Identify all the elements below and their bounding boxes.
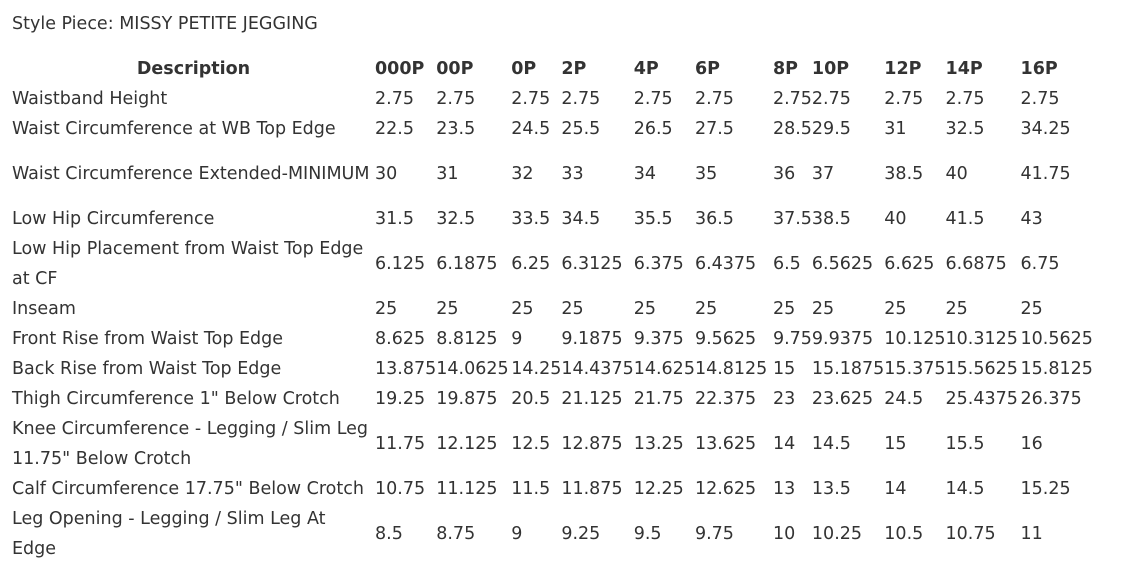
column-header-size-2p: 2P [561, 59, 587, 79]
table-row [12, 84, 1101, 114]
measurement-cell-12p: 6.625 [884, 254, 935, 274]
measurement-cell-10p: 37 [811, 164, 835, 184]
measurement-cell-6p: 6.4375 [694, 254, 757, 274]
measurement-cell-4p: 13.25 [633, 434, 684, 454]
column-header-size-10p: 10P [811, 59, 850, 79]
measurement-table [12, 54, 1101, 564]
table-row [12, 144, 1101, 204]
row-description: Back Rise from Waist Top Edge [12, 359, 282, 379]
row-description: Inseam [12, 299, 76, 319]
measurement-cell-12p: 31 [884, 119, 907, 139]
measurement-cell-6p: 2.75 [694, 89, 734, 109]
table-row [12, 384, 1101, 414]
measurement-cell-10p: 29.5 [811, 119, 851, 139]
measurement-cell-2p: 25.5 [561, 119, 601, 139]
measurement-cell-16p: 26.375 [1020, 389, 1082, 409]
table-body [12, 84, 1101, 564]
measurement-cell-4p: 2.75 [633, 89, 673, 109]
measurement-cell-00p: 2.75 [436, 89, 476, 109]
measurement-cell-12p: 14 [884, 479, 907, 499]
column-header-description: Description [136, 59, 251, 79]
table-row [12, 114, 1101, 144]
measurement-cell-12p: 25 [884, 299, 907, 319]
measurement-cell-4p: 35.5 [633, 209, 673, 229]
measurement-cell-6p: 22.375 [694, 389, 757, 409]
measurement-cell-0p: 2.75 [511, 89, 551, 109]
measurement-cell-14p: 40 [945, 164, 968, 184]
table-row [12, 414, 1101, 474]
measurement-cell-14p: 15.5625 [945, 359, 1018, 379]
measurement-cell-16p: 6.75 [1020, 254, 1060, 274]
measurement-cell-6p: 12.625 [694, 479, 757, 499]
measurement-cell-10p: 13.5 [811, 479, 851, 499]
measurement-cell-2p: 2.75 [561, 89, 601, 109]
measurement-cell-16p: 41.75 [1020, 164, 1071, 184]
measurement-cell-8p: 14 [772, 434, 796, 454]
measurement-cell-2p: 33 [561, 164, 584, 184]
measurement-cell-000p: 6.125 [375, 254, 426, 274]
measurement-cell-10p: 38.5 [811, 209, 851, 229]
measurement-cell-10p: 10.25 [811, 524, 863, 544]
measurement-cell-16p: 34.25 [1020, 119, 1071, 139]
measurement-cell-12p: 40 [884, 209, 907, 229]
row-description: Waistband Height [12, 89, 168, 109]
column-header-size-6p: 6P [694, 59, 720, 79]
table-row [12, 294, 1101, 324]
row-description: Waist Circumference Extended-MINIMUM [12, 164, 370, 184]
measurement-cell-4p: 6.375 [633, 254, 684, 274]
measurement-cell-0p: 14.25 [511, 359, 562, 379]
measurement-cell-8p: 13 [772, 479, 796, 499]
measurement-cell-4p: 9.5 [633, 524, 662, 544]
row-description: Leg Opening - Legging / Slim Leg At Edge [12, 509, 326, 559]
measurement-cell-8p: 25 [772, 299, 796, 319]
measurement-cell-8p: 10 [772, 524, 796, 544]
row-description: Low Hip Circumference [12, 209, 215, 229]
measurement-cell-6p: 25 [694, 299, 718, 319]
measurement-cell-000p: 25 [375, 299, 398, 319]
measurement-cell-6p: 9.5625 [694, 329, 757, 349]
measurement-cell-14p: 32.5 [945, 119, 985, 139]
measurement-cell-8p: 23 [772, 389, 796, 409]
measurement-cell-8p: 9.75 [772, 329, 812, 349]
measurement-cell-6p: 9.75 [694, 524, 734, 544]
measurement-cell-6p: 36.5 [694, 209, 734, 229]
measurement-cell-16p: 11 [1020, 524, 1043, 544]
column-header-size-14p: 14P [945, 59, 983, 79]
row-description: Waist Circumference at WB Top Edge [12, 119, 336, 139]
measurement-cell-2p: 25 [561, 299, 584, 319]
measurement-cell-16p: 10.5625 [1020, 329, 1093, 349]
measurement-cell-14p: 2.75 [945, 89, 985, 109]
measurement-cell-16p: 15.8125 [1020, 359, 1093, 379]
table-row [12, 504, 1101, 564]
measurement-cell-00p: 8.8125 [436, 329, 498, 349]
measurement-cell-000p: 30 [375, 164, 398, 184]
measurement-cell-16p: 15.25 [1020, 479, 1071, 499]
measurement-cell-0p: 32 [511, 164, 534, 184]
measurement-cell-10p: 14.5 [811, 434, 851, 454]
measurement-cell-6p: 14.8125 [694, 359, 768, 379]
table-header-row [12, 54, 1101, 84]
measurement-cell-2p: 21.125 [561, 389, 623, 409]
row-description: Front Rise from Waist Top Edge [12, 329, 284, 349]
measurement-cell-2p: 9.1875 [561, 329, 623, 349]
style-piece-label: Style Piece: [12, 14, 114, 34]
measurement-cell-10p: 6.5625 [811, 254, 874, 274]
measurement-cell-00p: 19.875 [436, 389, 498, 409]
measurement-cell-8p: 36 [772, 164, 796, 184]
measurement-cell-00p: 31 [436, 164, 459, 184]
measurement-cell-6p: 27.5 [694, 119, 734, 139]
measurement-cell-00p: 8.75 [436, 524, 476, 544]
measurement-cell-2p: 14.4375 [561, 359, 634, 379]
measurement-cell-000p: 8.5 [375, 524, 403, 544]
measurement-cell-000p: 2.75 [375, 89, 414, 109]
style-piece-name: MISSY PETITE JEGGING [119, 14, 318, 34]
measurement-cell-0p: 9 [511, 329, 523, 349]
measurement-cell-12p: 10.125 [884, 329, 946, 349]
table-row [12, 354, 1101, 384]
column-header-size-00p: 00P [436, 59, 474, 79]
measurement-cell-000p: 10.75 [375, 479, 426, 499]
measurement-cell-10p: 23.625 [811, 389, 874, 409]
measurement-cell-6p: 35 [694, 164, 718, 184]
measurement-cell-10p: 15.1875 [811, 359, 885, 379]
measurement-cell-8p: 37.5 [772, 209, 812, 229]
column-header-size-000p: 000P [375, 59, 425, 79]
column-header-size-12p: 12P [884, 59, 922, 79]
style-piece-header [12, 11, 318, 37]
table-row [12, 474, 1101, 504]
table-row [12, 204, 1101, 234]
measurement-cell-2p: 34.5 [561, 209, 601, 229]
column-header-size-16p: 16P [1020, 59, 1058, 79]
measurement-cell-0p: 33.5 [511, 209, 551, 229]
measurement-cell-00p: 25 [436, 299, 459, 319]
measurement-cell-00p: 23.5 [436, 119, 476, 139]
measurement-cell-000p: 31.5 [375, 209, 414, 229]
measurement-cell-4p: 21.75 [633, 389, 684, 409]
measurement-cell-8p: 28.5 [772, 119, 812, 139]
measurement-cell-6p: 13.625 [694, 434, 757, 454]
measurement-cell-2p: 12.875 [561, 434, 623, 454]
measurement-cell-00p: 14.0625 [436, 359, 509, 379]
measurement-cell-4p: 9.375 [633, 329, 684, 349]
measurement-cell-10p: 2.75 [811, 89, 851, 109]
measurement-cell-8p: 6.5 [772, 254, 801, 274]
measurement-cell-16p: 25 [1020, 299, 1043, 319]
measurement-cell-4p: 25 [633, 299, 656, 319]
measurement-cell-14p: 41.5 [945, 209, 985, 229]
row-description: Knee Circumference - Legging / Slim Leg 11.75" Below Crotch [12, 419, 369, 469]
measurement-cell-12p: 10.5 [884, 524, 924, 544]
row-description: Calf Circumference 17.75" Below Crotch [12, 479, 364, 499]
row-description: Low Hip Placement from Waist Top Edge at CF [12, 239, 364, 289]
measurement-cell-12p: 24.5 [884, 389, 924, 409]
measurement-cell-000p: 19.25 [375, 389, 426, 409]
measurement-cell-14p: 6.6875 [945, 254, 1007, 274]
measurement-cell-00p: 6.1875 [436, 254, 498, 274]
measurement-cell-8p: 2.75 [772, 89, 812, 109]
measurement-cell-2p: 9.25 [561, 524, 601, 544]
measurement-cell-000p: 8.625 [375, 329, 426, 349]
measurement-cell-0p: 9 [511, 524, 523, 544]
measurement-cell-12p: 15 [884, 434, 907, 454]
measurement-cell-16p: 43 [1020, 209, 1043, 229]
measurement-cell-000p: 13.875 [375, 359, 437, 379]
measurement-cell-12p: 15.375 [884, 359, 946, 379]
measurement-cell-14p: 10.75 [945, 524, 996, 544]
measurement-cell-10p: 9.9375 [811, 329, 874, 349]
measurement-cell-00p: 11.125 [436, 479, 498, 499]
column-header-size-8p: 8P [772, 59, 798, 79]
measurement-cell-0p: 11.5 [511, 479, 551, 499]
column-header-size-4p: 4P [633, 59, 659, 79]
measurement-cell-12p: 2.75 [884, 89, 924, 109]
measurement-cell-8p: 15 [772, 359, 796, 379]
measurement-cell-0p: 20.5 [511, 389, 551, 409]
measurement-cell-16p: 2.75 [1020, 89, 1060, 109]
measurement-cell-00p: 32.5 [436, 209, 476, 229]
measurement-cell-14p: 10.3125 [945, 329, 1018, 349]
measurement-cell-16p: 16 [1020, 434, 1043, 454]
column-header-size-0p: 0P [511, 59, 537, 79]
measurement-cell-4p: 12.25 [633, 479, 684, 499]
measurement-cell-12p: 38.5 [884, 164, 924, 184]
measurement-cell-4p: 34 [633, 164, 656, 184]
measurement-cell-000p: 22.5 [375, 119, 414, 139]
measurement-cell-00p: 12.125 [436, 434, 498, 454]
table-row [12, 324, 1101, 354]
measurement-cell-0p: 12.5 [511, 434, 551, 454]
row-description: Thigh Circumference 1" Below Crotch [12, 389, 340, 409]
measurement-cell-10p: 25 [811, 299, 835, 319]
measurement-cell-2p: 11.875 [561, 479, 623, 499]
measurement-cell-0p: 6.25 [511, 254, 551, 274]
measurement-cell-14p: 14.5 [945, 479, 985, 499]
measurement-cell-14p: 25 [945, 299, 968, 319]
measurement-cell-000p: 11.75 [375, 434, 426, 454]
measurement-cell-4p: 26.5 [633, 119, 673, 139]
measurement-cell-14p: 25.4375 [945, 389, 1018, 409]
measurement-cell-14p: 15.5 [945, 434, 985, 454]
measurement-cell-0p: 24.5 [511, 119, 551, 139]
measurement-cell-0p: 25 [511, 299, 534, 319]
measurement-cell-2p: 6.3125 [561, 254, 623, 274]
table-row [12, 234, 1101, 294]
measurement-cell-4p: 14.625 [633, 359, 695, 379]
